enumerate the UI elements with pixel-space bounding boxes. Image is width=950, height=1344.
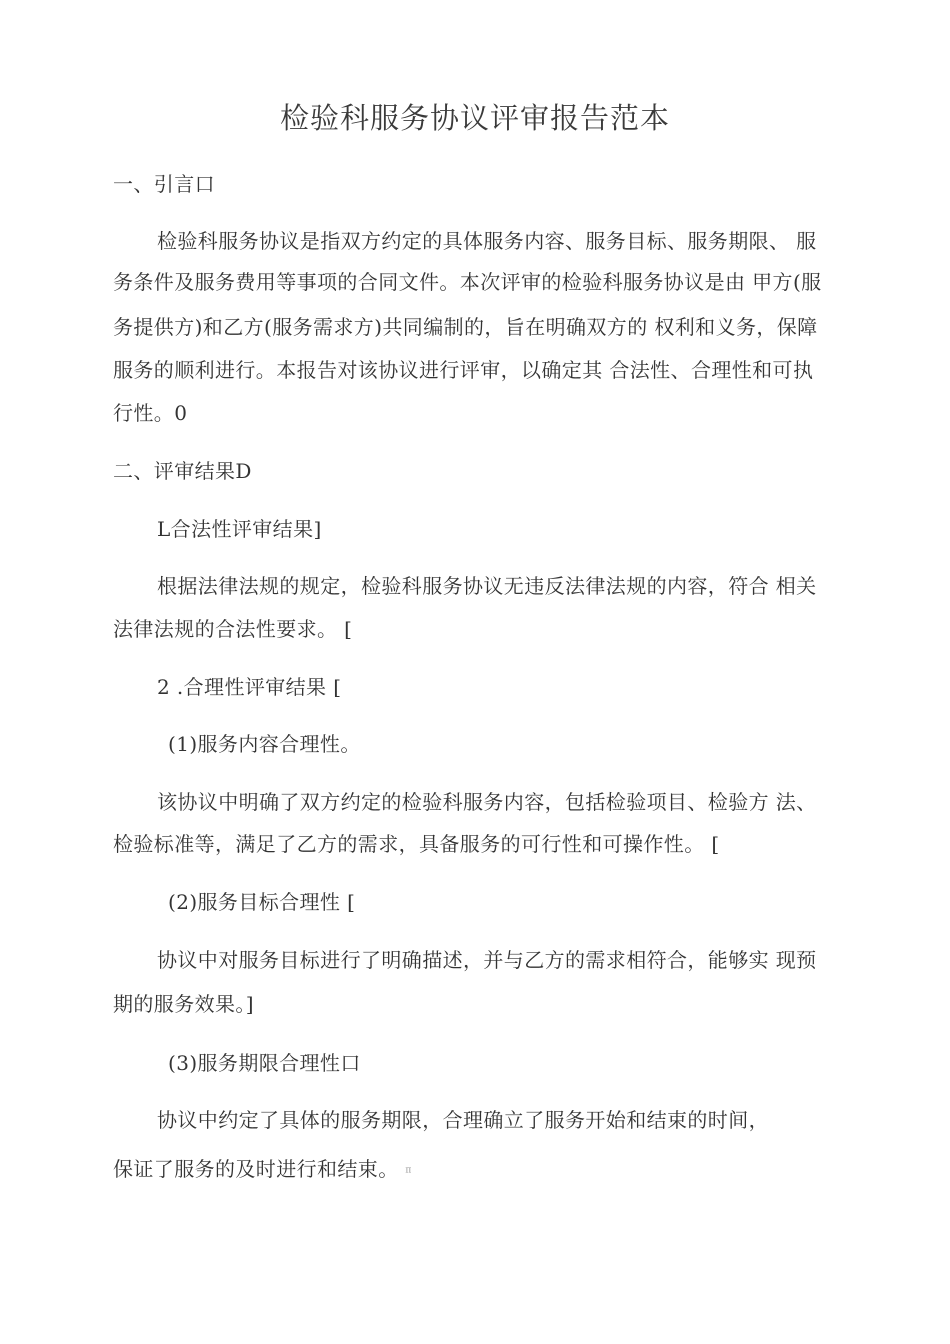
paragraph-line: 行性。0 xyxy=(113,401,188,425)
stray-mark: π xyxy=(405,1165,412,1176)
item-1-heading: L合法性评审结果] xyxy=(157,517,322,541)
paragraph-line-text: 保证了服务的及时进行和结束。 xyxy=(113,1157,399,1181)
page-title: 检验科服务协议评审报告范本 xyxy=(279,101,670,135)
sub-1-heading: (1)服务内容合理性。 xyxy=(168,732,361,756)
paragraph-line: 该协议中明确了双方约定的检验科服务内容，包括检验项目、检验方 法、 xyxy=(157,790,817,814)
sub-2-heading: (2)服务目标合理性 [ xyxy=(168,890,356,914)
section-1-heading: 一、引言口 xyxy=(113,172,215,196)
paragraph-line: 法律法规的合法性要求。 [ xyxy=(113,617,353,641)
item-2-heading: 2 .合理性评审结果 [ xyxy=(157,675,342,699)
paragraph-line: 服务的顺利进行。本报告对该协议进行评审，以确定其 合法性、合理性和可执 xyxy=(113,358,814,382)
paragraph-line: 协议中对服务目标进行了明确描述，并与乙方的需求相符合，能够实 现预 xyxy=(157,948,817,972)
paragraph-line: 协议中约定了具体的服务期限，合理确立了服务开始和结束的时间， xyxy=(157,1108,769,1132)
paragraph-line: 根据法律法规的规定，检验科服务协议无违反法律法规的内容，符合 相关 xyxy=(157,574,817,598)
paragraph-line: 检验标准等，满足了乙方的需求，具备服务的可行性和可操作性。 [ xyxy=(113,832,720,856)
paragraph-line: 务提供方)和乙方(服务需求方)共同编制的，旨在明确双方的 权利和义务，保障 xyxy=(113,315,818,339)
section-2-heading: 二、评审结果D xyxy=(113,459,252,483)
sub-3-heading: (3)服务期限合理性口 xyxy=(168,1051,361,1075)
paragraph-line: 务条件及服务费用等事项的合同文件。本次评审的检验科服务协议是由 甲方(服 xyxy=(113,270,822,294)
paragraph-line: 检验科服务协议是指双方约定的具体服务内容、服务目标、服务期限、 服 xyxy=(157,229,817,253)
paragraph-line: 期的服务效果。] xyxy=(113,992,255,1016)
paragraph-line xyxy=(113,1155,412,1185)
